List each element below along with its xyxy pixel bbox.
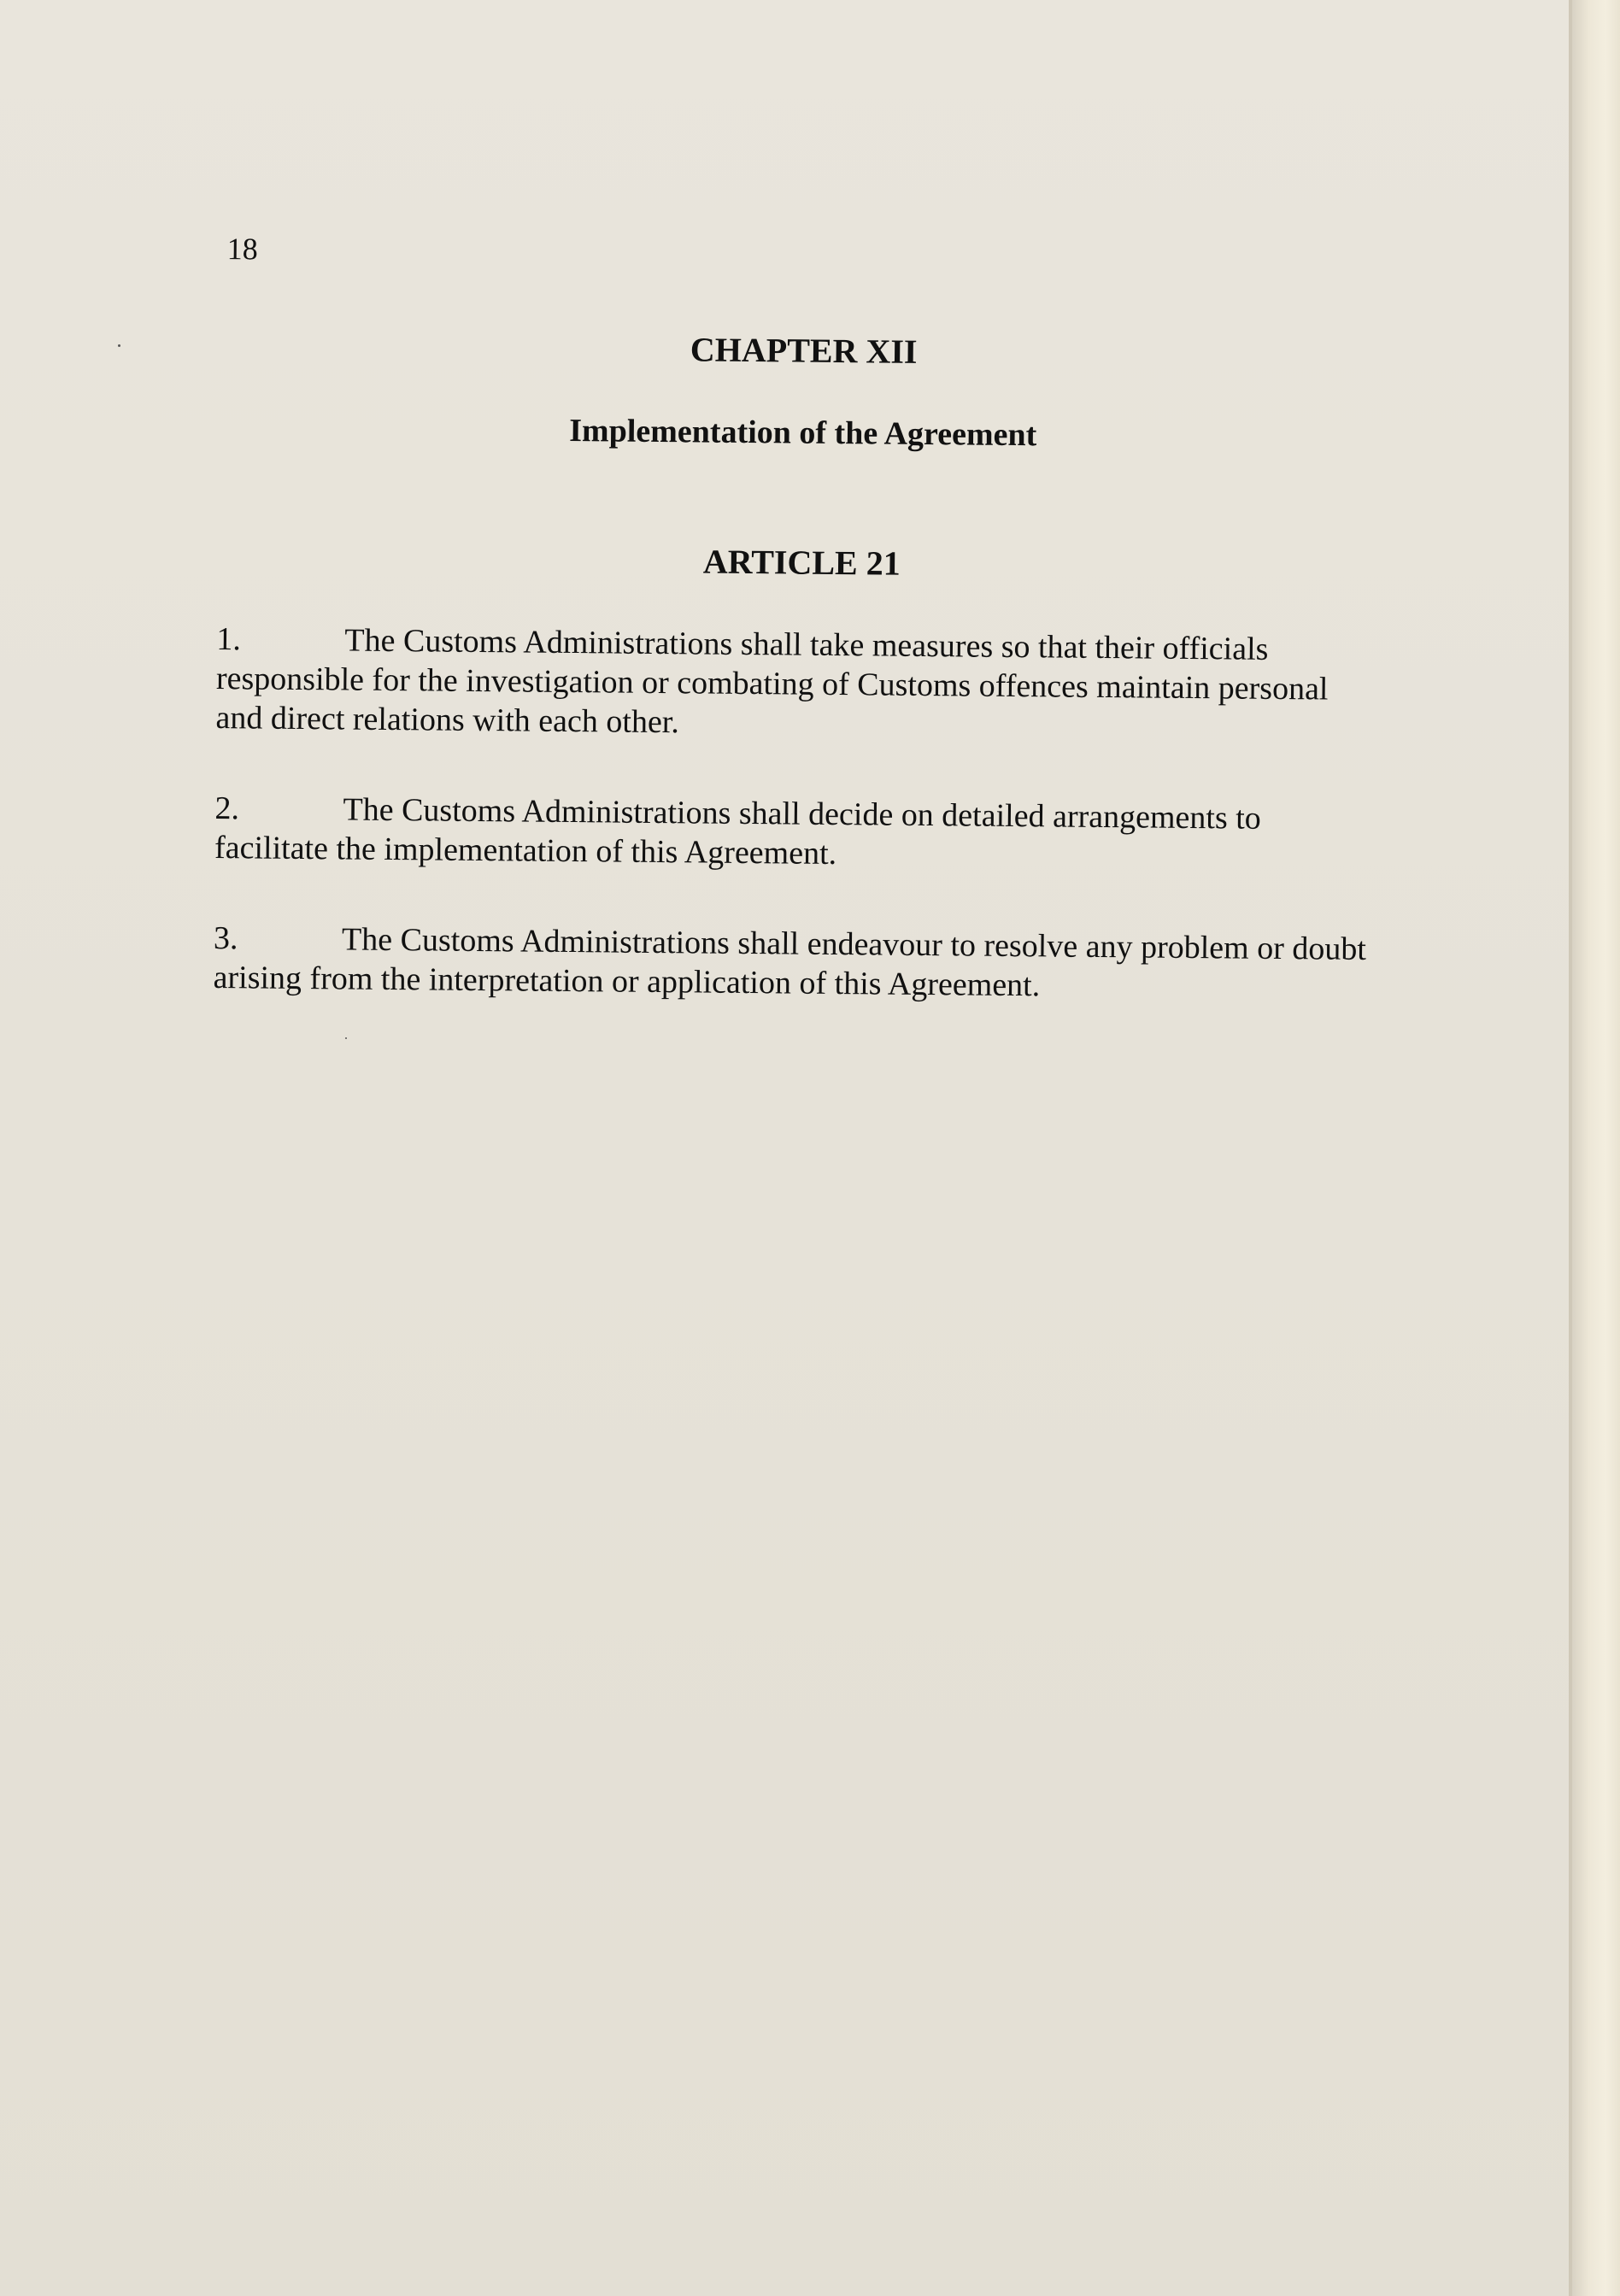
paragraph-2 xyxy=(214,789,1377,878)
page-number: 18 xyxy=(226,232,258,267)
paragraph-number: 2. xyxy=(214,790,240,827)
paragraph-3 xyxy=(213,919,1376,1008)
paragraph-number: 3. xyxy=(213,920,238,957)
dust-speck xyxy=(345,1037,347,1039)
paragraph-number: 1. xyxy=(216,621,242,658)
chapter-title: Implementation of the Agreement xyxy=(569,412,1037,454)
paragraph-text: The Customs Administrations shall decide on detailed arrangements to facilitate the implementation of this Agreement. xyxy=(214,791,1261,872)
chapter-heading: CHAPTER XII xyxy=(690,330,918,371)
dust-speck xyxy=(118,344,120,347)
paragraph-text: The Customs Administrations shall endeavour to resolve any problem or doubt arising from the interpretation or application of this Agreement. xyxy=(213,921,1367,1004)
article-heading: ARTICLE 21 xyxy=(702,542,901,583)
paragraph-1 xyxy=(215,620,1378,749)
page-edge xyxy=(1572,0,1620,2296)
paragraph-text: The Customs Administrations shall take measures so that their officials responsible for the investigation or combating of Customs offences maintain personal and direct relations with each other. xyxy=(215,622,1329,741)
